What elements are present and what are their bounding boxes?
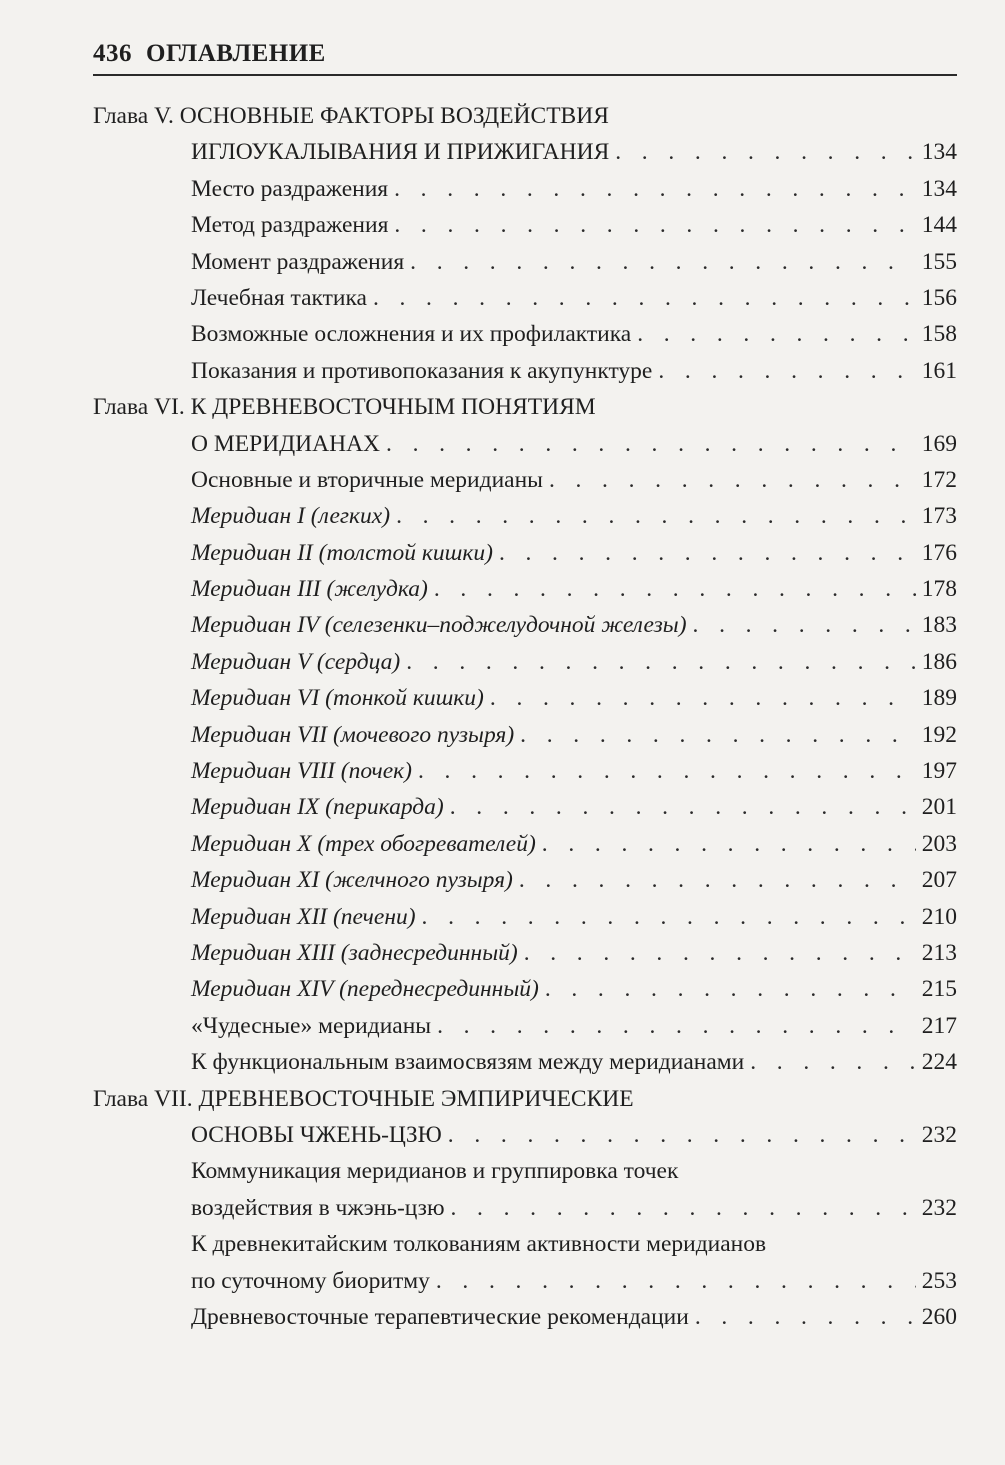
toc-entry: Место раздражения . . . 134 xyxy=(93,171,957,207)
table-of-contents xyxy=(93,98,957,1335)
toc-entry: Древневосточные терапевтические рекомендации . . . 260 xyxy=(93,1299,957,1335)
toc-entry: Возможные осложнения и их профилактика . . . 158 xyxy=(93,316,957,352)
toc-entry: Меридиан X (трех обогревателей) . . . 203 xyxy=(93,826,957,862)
toc-entry: Основные и вторичные меридианы . . . 172 xyxy=(93,462,957,498)
toc-entry: Меридиан I (легких) . . . 173 xyxy=(93,498,957,534)
page-ref: 134 xyxy=(921,139,957,166)
toc-entry: Метод раздражения . . . 144 xyxy=(93,207,957,243)
header-rule xyxy=(93,74,957,76)
chapter-6-heading-cont: О МЕРИДИАНАХ . . . 169 xyxy=(93,426,957,462)
chapter-5-heading-cont: ИГЛОУКАЛЫВАНИЯ И ПРИЖИГАНИЯ . . . 134 xyxy=(93,134,957,170)
toc-entry: Меридиан III (желудка) . . . 178 xyxy=(93,571,957,607)
toc-entry: Лечебная тактика . . . 156 xyxy=(93,280,957,316)
toc-entry: Меридиан XIV (переднесрединный) . . . 215 xyxy=(93,971,957,1007)
toc-entry: Меридиан V (сердца) . . . 186 xyxy=(93,644,957,680)
running-head xyxy=(93,40,326,68)
toc-entry: «Чудесные» меридианы . . . 217 xyxy=(93,1008,957,1044)
toc-entry: Меридиан VII (мочевого пузыря) . . . 192 xyxy=(93,717,957,753)
toc-entry-line1: Коммуникация меридианов и группировка точек xyxy=(191,1158,679,1185)
toc-entry: Меридиан XI (желчного пузыря) . . . 207 xyxy=(93,862,957,898)
chapter-6-heading: Глава VI. К ДРЕВНЕВОСТОЧНЫМ ПОНЯТИЯМ xyxy=(93,394,596,421)
chapter-7-heading: Глава VII. ДРЕВНЕВОСТОЧНЫЕ ЭМПИРИЧЕСКИЕ xyxy=(93,1085,634,1112)
toc-entry: Меридиан XII (печени) . . . 210 xyxy=(93,899,957,935)
page-number: 436 xyxy=(93,40,132,67)
chapter-7-heading-cont: ОСНОВЫ ЧЖЕНЬ-ЦЗЮ . . . 232 xyxy=(93,1117,957,1153)
chapter-5-heading: Глава V. ОСНОВНЫЕ ФАКТОРЫ ВОЗДЕЙСТВИЯ xyxy=(93,103,609,129)
toc-entry: Меридиан XIII (заднесрединный) . . . 213 xyxy=(93,935,957,971)
toc-entry: Момент раздражения . . . 155 xyxy=(93,244,957,280)
toc-entry-line2: по суточному биоритму . . . 253 xyxy=(93,1263,957,1299)
toc-entry: Меридиан VIII (почек) . . . 197 xyxy=(93,753,957,789)
page-title: ОГЛАВЛЕНИЕ xyxy=(146,40,326,67)
toc-entry: Меридиан IV (селезенки–поджелудочной железы) . . . 183 xyxy=(93,607,957,643)
toc-entry: Меридиан II (толстой кишки) . . . 176 xyxy=(93,535,957,571)
toc-entry: Меридиан IX (перикарда) . . . 201 xyxy=(93,789,957,825)
leader-dots xyxy=(615,134,916,170)
toc-entry-line2: воздействия в чжэнь-цзю . . . 232 xyxy=(93,1190,957,1226)
toc-entry-line1: К древнекитайским толкованиям активности меридианов xyxy=(191,1231,767,1258)
toc-entry: Показания и противопоказания к акупунктуре . . . 161 xyxy=(93,353,957,389)
toc-entry: Меридиан VI (тонкой кишки) . . . 189 xyxy=(93,680,957,716)
toc-entry: К функциональным взаимосвязям между меридианами . . . 224 xyxy=(93,1044,957,1080)
